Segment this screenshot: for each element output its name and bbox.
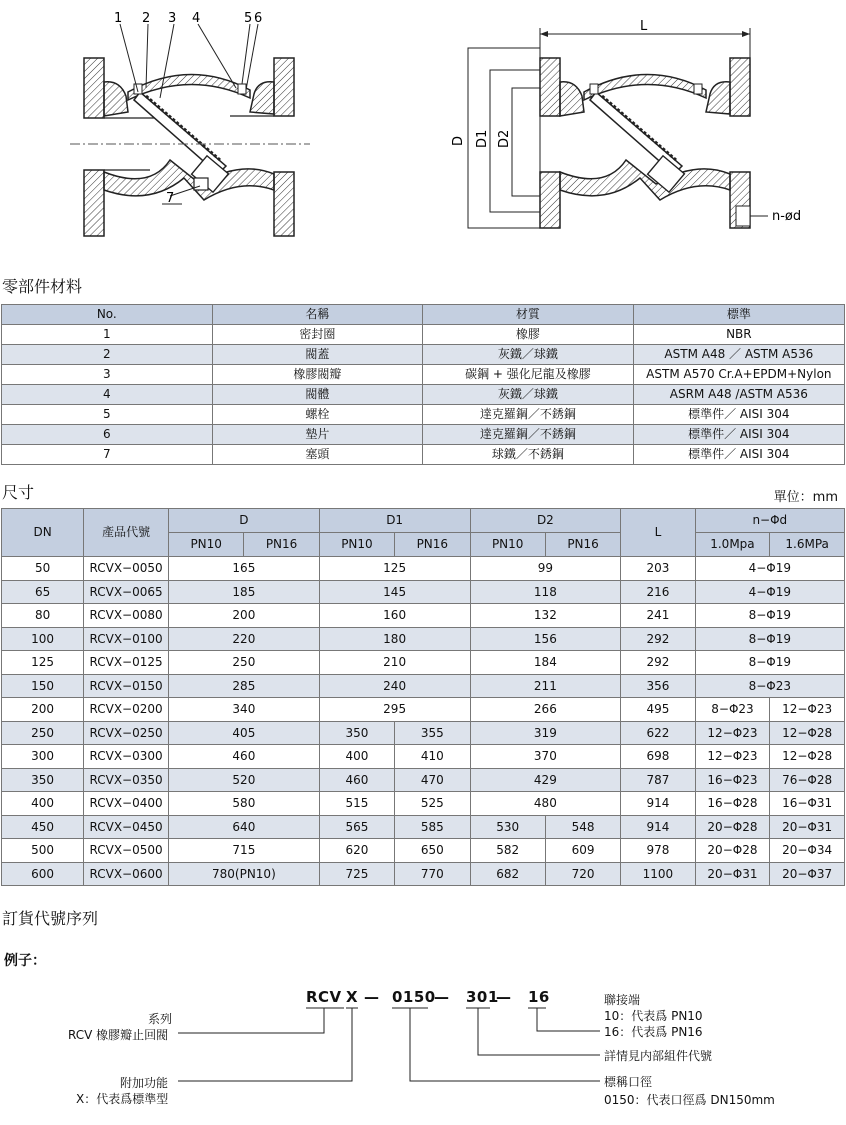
- callout-2: 2: [142, 11, 151, 26]
- cell-d2: 429: [470, 768, 621, 792]
- header-nd: n−Φd: [695, 509, 844, 533]
- cell-nd: 4−Φ19: [695, 580, 844, 604]
- cell-nd-16: 12−Φ28: [770, 745, 845, 769]
- cell-dn: 450: [2, 815, 84, 839]
- cell-d1-pn10: 515: [319, 792, 394, 816]
- cell-code: RCVX−0200: [84, 698, 169, 722]
- part-no: 4: [2, 385, 213, 405]
- cell-dn: 150: [2, 674, 84, 698]
- cell-l: 241: [621, 604, 695, 628]
- cell-d1-pn16: 410: [395, 745, 470, 769]
- header-d1-pn16: PN16: [395, 533, 470, 557]
- part-name: 墊片: [212, 425, 423, 445]
- code-series: RCV: [306, 988, 342, 1006]
- cell-d1: 160: [319, 604, 470, 628]
- cell-code: RCVX−0080: [84, 604, 169, 628]
- order-title: 訂貨代號序列: [2, 909, 99, 928]
- part-no: 7: [2, 445, 213, 465]
- cell-nd: 8−Φ23: [695, 674, 844, 698]
- cell-d2-pn16: 609: [545, 839, 620, 863]
- cell-d1-pn16: 770: [395, 862, 470, 886]
- part-standard: ASRM A48 /ASTM A536: [633, 385, 844, 405]
- part-material: 橡膠: [423, 325, 634, 345]
- cell-nd-16: 20−Φ37: [770, 862, 845, 886]
- cell-l: 1100: [621, 862, 695, 886]
- cell-dn: 600: [2, 862, 84, 886]
- cell-code: RCVX−0150: [84, 674, 169, 698]
- cell-l: 203: [621, 557, 695, 581]
- cell-nd-10: 16−Φ28: [695, 792, 770, 816]
- code-function: X: [346, 988, 359, 1006]
- cell-d: 250: [169, 651, 320, 675]
- cell-d: 405: [169, 721, 320, 745]
- header-d2-pn10: PN10: [470, 533, 545, 557]
- header-d1-pn10: PN10: [319, 533, 394, 557]
- cell-nd-16: 20−Φ31: [770, 815, 845, 839]
- part-standard: NBR: [633, 325, 844, 345]
- cell-nd: 4−Φ19: [695, 557, 844, 581]
- cell-code: RCVX−0050: [84, 557, 169, 581]
- cell-nd-16: 16−Φ31: [770, 792, 845, 816]
- part-no: 6: [2, 425, 213, 445]
- header-dn: DN: [2, 509, 84, 557]
- callout-5: 5: [244, 11, 253, 26]
- cell-d: 220: [169, 627, 320, 651]
- part-no: 2: [2, 345, 213, 365]
- callout-1: 1: [114, 11, 123, 26]
- cell-d2: 480: [470, 792, 621, 816]
- cell-d2: 211: [470, 674, 621, 698]
- cell-l: 787: [621, 768, 695, 792]
- cell-nd-10: 8−Φ23: [695, 698, 770, 722]
- cell-d2-pn16: 548: [545, 815, 620, 839]
- unit-label: 單位：mm: [773, 490, 838, 505]
- cell-nd: 8−Φ19: [695, 604, 844, 628]
- cell-d1-pn10: 460: [319, 768, 394, 792]
- cell-d1-pn10: 620: [319, 839, 394, 863]
- cell-l: 914: [621, 792, 695, 816]
- part-name: 螺栓: [212, 405, 423, 425]
- cell-nd-16: 76−Φ28: [770, 768, 845, 792]
- cell-d1-pn10: 400: [319, 745, 394, 769]
- part-standard: ASTM A48 ／ ASTM A536: [633, 345, 844, 365]
- part-name: 塞頭: [212, 445, 423, 465]
- part-standard: 標準件／ AISI 304: [633, 445, 844, 465]
- cell-d1-pn16: 470: [395, 768, 470, 792]
- cell-l: 978: [621, 839, 695, 863]
- header-d-pn16: PN16: [244, 533, 319, 557]
- cell-dn: 100: [2, 627, 84, 651]
- cell-d2-pn10: 682: [470, 862, 545, 886]
- cell-d: 640: [169, 815, 320, 839]
- cell-l: 292: [621, 627, 695, 651]
- header-d: D: [169, 509, 320, 533]
- parts-header-material: 材質: [423, 305, 634, 325]
- cell-dn: 250: [2, 721, 84, 745]
- cell-dn: 350: [2, 768, 84, 792]
- cell-d: 340: [169, 698, 320, 722]
- cell-d1: 295: [319, 698, 470, 722]
- dim-d1: D1: [475, 129, 490, 148]
- dim-d2: D2: [497, 129, 512, 148]
- cell-nd: 8−Φ19: [695, 627, 844, 651]
- cell-code: RCVX−0100: [84, 627, 169, 651]
- example-label: 例子：: [4, 953, 46, 969]
- note-conn-10: 10：代表爲 PN10: [604, 1009, 703, 1023]
- part-name: 閥體: [212, 385, 423, 405]
- cell-d: 460: [169, 745, 320, 769]
- dims-title: 尺寸: [2, 483, 35, 502]
- cell-nd-10: 16−Φ23: [695, 768, 770, 792]
- header-d-pn10: PN10: [169, 533, 244, 557]
- callout-3: 3: [168, 11, 177, 26]
- cell-code: RCVX−0400: [84, 792, 169, 816]
- parts-header-name: 名稱: [212, 305, 423, 325]
- note-series-title: 系列: [148, 1012, 173, 1026]
- note-func-desc: X：代表爲標準型: [76, 1092, 169, 1106]
- cell-l: 292: [621, 651, 695, 675]
- part-standard: ASTM A570 Cr.A+EPDM+Nylon: [633, 365, 844, 385]
- cell-nd: 8−Φ19: [695, 651, 844, 675]
- callout-7: 7: [166, 191, 175, 206]
- dim-bolt: n-ød: [772, 209, 802, 224]
- cell-d2: 118: [470, 580, 621, 604]
- cell-code: RCVX−0450: [84, 815, 169, 839]
- cell-nd-16: 12−Φ28: [770, 721, 845, 745]
- header-d2: D2: [470, 509, 621, 533]
- cell-dn: 65: [2, 580, 84, 604]
- cell-dn: 200: [2, 698, 84, 722]
- header-d2-pn16: PN16: [545, 533, 620, 557]
- cell-d: 715: [169, 839, 320, 863]
- part-name: 密封圈: [212, 325, 423, 345]
- parts-title: 零部件材料: [2, 277, 83, 296]
- part-standard: 標準件／ AISI 304: [633, 425, 844, 445]
- note-size-desc: 0150：代表口徑爲 DN150mm: [604, 1093, 775, 1107]
- cell-d1-pn10: 350: [319, 721, 394, 745]
- cell-d1: 210: [319, 651, 470, 675]
- part-standard: 標準件／ AISI 304: [633, 405, 844, 425]
- cell-d: 520: [169, 768, 320, 792]
- part-no: 5: [2, 405, 213, 425]
- cell-l: 914: [621, 815, 695, 839]
- cell-d: 200: [169, 604, 320, 628]
- cell-d2-pn10: 582: [470, 839, 545, 863]
- cell-d1-pn16: 650: [395, 839, 470, 863]
- cell-d1-pn10: 565: [319, 815, 394, 839]
- header-nd-10: 1.0Mpa: [695, 533, 770, 557]
- note-size-title: 標稱口徑: [604, 1075, 653, 1089]
- cell-nd-10: 20−Φ31: [695, 862, 770, 886]
- part-name: 閥蓋: [212, 345, 423, 365]
- part-name: 橡膠閥瓣: [212, 365, 423, 385]
- cell-d2: 266: [470, 698, 621, 722]
- part-material: 碳鋼 + 强化尼龍及橡膠: [423, 365, 634, 385]
- dim-d: D: [451, 135, 466, 146]
- parts-header-standard: 標準: [633, 305, 844, 325]
- cell-d2: 370: [470, 745, 621, 769]
- code-conn: 16: [528, 988, 550, 1006]
- cell-code: RCVX−0250: [84, 721, 169, 745]
- cell-d1-pn16: 525: [395, 792, 470, 816]
- cell-nd-16: 12−Φ23: [770, 698, 845, 722]
- code-dash-2: —: [434, 988, 450, 1006]
- part-material: 達克羅鋼／不銹鋼: [423, 425, 634, 445]
- part-no: 3: [2, 365, 213, 385]
- cell-d: 185: [169, 580, 320, 604]
- cell-code: RCVX−0600: [84, 862, 169, 886]
- cell-code: RCVX−0500: [84, 839, 169, 863]
- part-material: 達克羅鋼／不銹鋼: [423, 405, 634, 425]
- part-material: 灰鐵／球鐵: [423, 385, 634, 405]
- cell-code: RCVX−0300: [84, 745, 169, 769]
- note-conn-title: 聯接端: [604, 993, 641, 1007]
- cell-d: 285: [169, 674, 320, 698]
- cell-dn: 125: [2, 651, 84, 675]
- cell-d2: 99: [470, 557, 621, 581]
- part-no: 1: [2, 325, 213, 345]
- code-parts: 301: [466, 988, 499, 1006]
- cell-d1: 180: [319, 627, 470, 651]
- cell-d2: 156: [470, 627, 621, 651]
- code-size: 0150: [392, 988, 436, 1006]
- cell-l: 216: [621, 580, 695, 604]
- cell-nd-10: 20−Φ28: [695, 839, 770, 863]
- cell-dn: 80: [2, 604, 84, 628]
- cell-nd-16: 20−Φ34: [770, 839, 845, 863]
- cell-d2: 184: [470, 651, 621, 675]
- cell-d1: 125: [319, 557, 470, 581]
- cell-dn: 50: [2, 557, 84, 581]
- cell-d2-pn10: 530: [470, 815, 545, 839]
- cell-nd-10: 12−Φ23: [695, 721, 770, 745]
- note-parts-desc: 詳情見内部組件代號: [604, 1049, 713, 1063]
- cell-d2: 132: [470, 604, 621, 628]
- cell-d2-pn16: 720: [545, 862, 620, 886]
- cell-d1: 145: [319, 580, 470, 604]
- cell-dn: 400: [2, 792, 84, 816]
- callout-4: 4: [192, 11, 201, 26]
- code-dash-3: —: [496, 988, 512, 1006]
- code-dash-1: —: [364, 988, 380, 1006]
- cell-dn: 300: [2, 745, 84, 769]
- cell-code: RCVX−0125: [84, 651, 169, 675]
- note-series-desc: RCV 橡膠瓣止回閥: [68, 1028, 169, 1042]
- cell-code: RCVX−0350: [84, 768, 169, 792]
- dim-l: L: [640, 19, 648, 34]
- header-l: L: [621, 509, 695, 557]
- cell-dn: 500: [2, 839, 84, 863]
- cell-nd-10: 12−Φ23: [695, 745, 770, 769]
- header-nd-16: 1.6MPa: [770, 533, 845, 557]
- cell-d: 165: [169, 557, 320, 581]
- cell-l: 495: [621, 698, 695, 722]
- cell-d2: 319: [470, 721, 621, 745]
- cell-d: 580: [169, 792, 320, 816]
- callout-6: 6: [254, 11, 263, 26]
- cell-d1: 240: [319, 674, 470, 698]
- cell-code: RCVX−0065: [84, 580, 169, 604]
- cell-d: 780(PN10): [169, 862, 320, 886]
- parts-header-no: No.: [2, 305, 213, 325]
- part-material: 灰鐵／球鐵: [423, 345, 634, 365]
- note-func-title: 附加功能: [120, 1076, 169, 1090]
- header-d1: D1: [319, 509, 470, 533]
- cell-d1-pn16: 585: [395, 815, 470, 839]
- cell-nd-10: 20−Φ28: [695, 815, 770, 839]
- cell-l: 622: [621, 721, 695, 745]
- part-material: 球鐵／不銹鋼: [423, 445, 634, 465]
- header-code: 產品代號: [84, 509, 169, 557]
- cell-l: 356: [621, 674, 695, 698]
- cell-d1-pn16: 355: [395, 721, 470, 745]
- cell-l: 698: [621, 745, 695, 769]
- note-conn-16: 16：代表爲 PN16: [604, 1025, 703, 1039]
- cell-d1-pn10: 725: [319, 862, 394, 886]
